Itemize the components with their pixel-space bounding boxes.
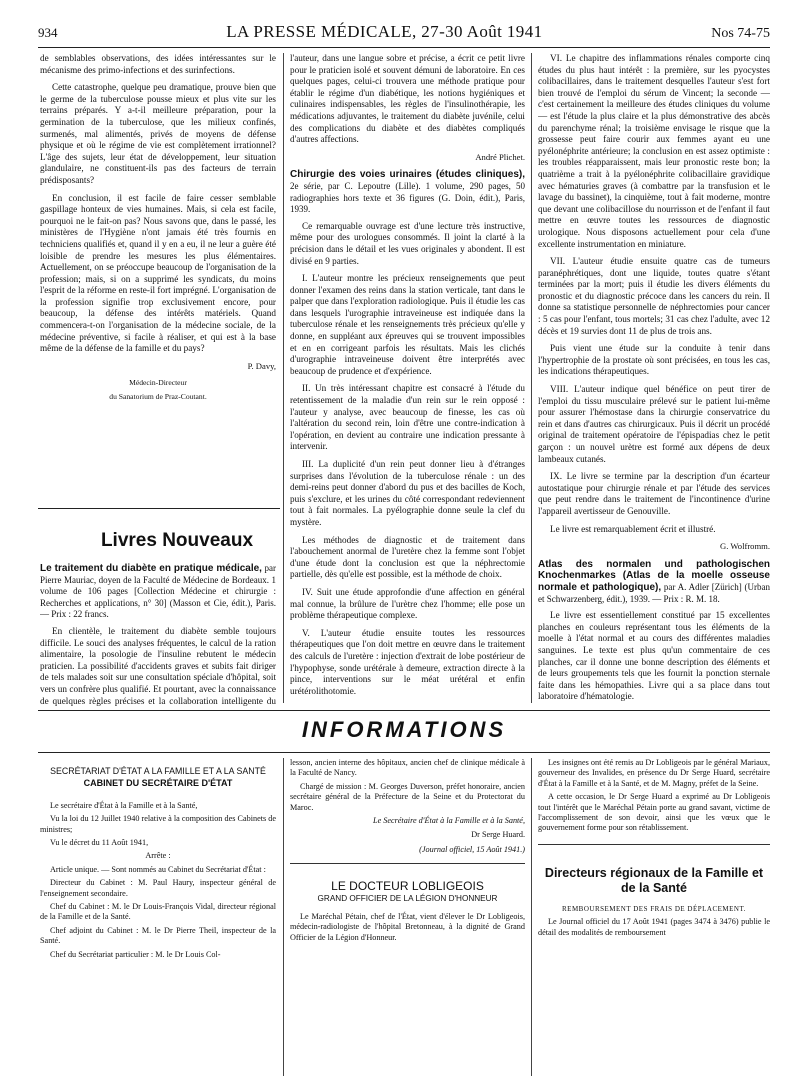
issue-number: Nos 74-75 [711, 26, 770, 41]
column-3 [538, 53, 770, 703]
paragraph: de semblables observations, des idées intéressantes sur le mécanisme des primo-infections et des surinfections. [40, 53, 276, 75]
paragraph: VI. Le chapitre des inflammations rénales comporte cinq études du plus haut intérêt : la première, sur les pyocystes colibacillaires, dans le traitement desquelles l'auteur s'est fort bien trouvé de l'emploi du sérum de Vincent; la seconde — c'est certainement la meilleure des études cliniques du volume — est l'étude la plus claire et la plus démonstrative des abcès du parenchyme rénal; la troisième envisage le risque que la grossesse peut faire courir aux femmes ayant eu une pyélonéphrite antérieure; la conclusion en est assez optimiste : les troubles réapparaissent, mais leur pronostic reste bon; la quatrième a trait à la pyélonéphrite colibacillaire gravidique avec hématuries graves (à combattre par la transfusion et le lavage du bassinet), la cinquième, tout à fait moderne, montre que devant une colibacillose du nourrisson et de l'enfant il faut mettre en œuvre toutes les ressources de diagnostic urologique. Nous disposons actuellement pour cela d'une excellente instrumentation en miniature. [538, 53, 770, 249]
paragraph: Le livre est remarquablement écrit et illustré. [550, 523, 716, 534]
paragraph: A cette occasion, le Dr Serge Huard a exprimé au Dr Lobligeois tout l'intérêt que le Maréchal Pétain porte au grand savant, victime de l'accomplissement de son devoir, ainsi que les vœux que le gouvernement forme pour son rétablissement. [538, 792, 770, 833]
section-rule [38, 752, 770, 753]
column-1-article [40, 53, 276, 513]
paragraph: II. Un très intéressant chapitre est consacré à l'étude du retentissement de la maladie d'un rein sur le rein opposé : l'auteur y analyse, avec beaucoup de finesse, les cas où l'altération du second rein, loin d'être une contre-indication à l'opération, en devient au contraire une indication pressante à intervenir. [290, 383, 525, 452]
book-entry [290, 169, 525, 215]
book-title: Le traitement du diabète en pratique médicale, [40, 563, 262, 574]
section-rule [38, 508, 280, 509]
info-heading: LE DOCTEUR LOBLIGEOIS [331, 879, 484, 894]
column-divider [531, 758, 532, 1076]
paragraph: Chef adjoint du Cabinet : M. le Dr Pierre Theil, inspecteur de la Santé. [40, 925, 276, 946]
paragraph: En clientèle, le traitement du diabète semble toujours difficile. Le souci des analyses fréquentes, le calcul de la ration alimentaire, la posologie de l'insuline rebutent le médecin praticien. La possibilité d'accidents graves et subits fait diriger de tels malades soit sur une consultation spéciale d'hôpital, soit vers un confrère plus qualifié. Et pourtant, avec la connaissance de quelques règles précises et la collaboration intelligente du [40, 625, 276, 706]
signature-name: Dr Serge Huard. [471, 830, 525, 840]
author-signature: P. Davy, [247, 360, 276, 371]
paragraph: Vu le décret du 11 Août 1941, [50, 838, 149, 848]
author-institution: du Sanatorium de Praz-Coutant. [109, 391, 207, 401]
paragraph: Le secrétaire d'État à la Famille et à la Santé, [50, 800, 198, 810]
paragraph: III. La duplicité d'un rein peut donner lieu à d'étranges surprises dans l'évolution de la tuberculose rénale : un des demi-reins peut donner d'abord du pus et des bacilles de Koch, puis s'exclure, et les urines du côté correspondant redeviennent tout à fait normales. La pyélographie donne seule la clef du mystère. [290, 459, 525, 527]
informations-column-2 [290, 758, 525, 1078]
info-subheading: GRAND OFFICIER DE LA LÉGION D'HONNEUR [317, 893, 498, 903]
divider-line [538, 844, 770, 852]
book-title: Chirurgie des voies urinaires (études cliniques), [290, 169, 525, 181]
info-subheading: REMBOURSEMENT DES FRAIS DE DÉPLACEMENT. [562, 904, 746, 913]
page-header [38, 22, 770, 44]
info-heading: SECRÉTARIAT D'ÉTAT A LA FAMILLE ET A LA SANTÉ [50, 766, 266, 776]
column-1-reviews [40, 557, 276, 707]
author-title: Médecin-Directeur [129, 378, 187, 388]
paragraph: Chargé de mission : M. Georges Duverson, préfet honoraire, ancien secrétaire général de la Préfecture de la Seine et du Protectorat du Maroc. [290, 781, 525, 812]
paragraph: Article unique. — Sont nommés au Cabinet du Secrétariat d'État : [50, 864, 266, 874]
paragraph: l'auteur, dans une langue sobre et précise, a écrit ce petit livre pour le praticien isolé et souvent démuni de laboratoire. En ces quelques pages, celui-ci trouvera une méthode pratique pour établir le régime d'un diabétique, les notions hygiéniques et culinaires indispensables, les règles de l'insulinothérapie, les médications adjuvantes, le traitement du diabète juvénile, celui des complications du diabète et des diabètes compliqués d'autres affections. [290, 53, 525, 145]
paragraph: Les insignes ont été remis au Dr Lobligeois par le général Mariaux, gouverneur des Invalides, en présence du Dr Serge Huard, secrétaire d'État à la Famille et à la Santé, et de M. Magny, préfet de la Seine. [538, 758, 770, 788]
paragraph: En conclusion, il est facile de faire cesser semblable gaspillage honteux de vies humaines. Mais, si cela est facile, pourquoi ne le fait-on pas? Nous savons que, dans le passé, les ministères de l'Hygiène n'ont jamais été très fournis en techniciens qualifiés et, quand il y en a eu, il ne leur a guère été loisible de prendre les mesures les plus élémentaires. Actuellement, on se préoccupe beaucoup de l'organisation de la profession; mais, si on a supprimé les syndicats, du moins l'esprit de la réforme en reste-il fort imprégné. L'organisation de la profession signifie trop exclusivement encore, pour beaucoup, la défense des intérêts matériels. Quand commencera-t-on l'organisation de la médecine sociale, de la médecine préventive, si facile à réaliser, et qui est à la base même de la défense de la famille et du pays? [40, 192, 276, 354]
paragraph: Chef du Cabinet : M. le Dr Louis-François Vidal, directeur régional de la Famille et de la Santé. [40, 902, 276, 922]
book-meta: 2e série, par C. Lepoutre (Lille). 1 volume, 290 pages, 50 radiographies hors texte et 36 figures (G. Doin, édit.), Paris, 1939. [290, 180, 525, 215]
informations-column-1 [40, 758, 276, 1078]
paragraph: lesson, ancien interne des hôpitaux, ancien chef de clinique médicale à la Faculté de Nancy. [290, 758, 525, 778]
paragraph: Directeur du Cabinet : M. Paul Haury, inspecteur général de l'enseignement secondaire. [40, 878, 276, 898]
divider-line [290, 863, 525, 871]
paragraph: IX. Le livre se termine par la description d'un écarteur autostatique pour chirurgie rénale et par l'étude des services que peut rendre dans le traitement de l'incontinence d'urine l'appareil avertisseur de Genouville. [538, 471, 770, 516]
book-title: Atlas des normalen und pathologischen Knochenmarkes (Atlas de la moelle osseuse normale et pathologique), [538, 558, 770, 593]
paragraph: Le livre est essentiellement constitué par 15 excellentes planches en couleurs représentant tous les éléments de la moelle à l'état normal et au cours des différentes maladies sanguines. Le texte est plus qu'un commentaire de ces planches, car il donne une bonne description des éléments et de leurs groupements tels que les fournit la ponction sternale faite dans les hémopathies. Livre qui a sa place dans tout laboratoire d'hématologie. [538, 610, 770, 702]
reviewer-signature: G. Wolfromm. [720, 541, 770, 552]
page-number: 934 [38, 25, 58, 40]
source-note: (Journal officiel, 15 Août 1941.) [419, 844, 525, 854]
paragraph: VIII. L'auteur indique quel bénéfice on peut tirer de l'emploi du tissu musculaire prélevé sur le patient lui-même pour assurer l'hémostase dans la chirurgie conservatrice du rein et dans d'autres cas chirurgicaux. Puis il décrit un procédé original de traitement opératoire de l'épispadias chez le petit garçon : un nouvel urètre est formé aux dépens de deux lambeaux cutanés. [538, 384, 770, 464]
paragraph: Le Maréchal Pétain, chef de l'État, vient d'élever le Dr Lobligeois, médecin-radiologiste de l'hôpital Bretonneau, à la dignité de Grand Officier de la Légion d'Honneur. [290, 912, 525, 942]
column-2 [290, 53, 525, 703]
column-divider [283, 758, 284, 1076]
paragraph: V. L'auteur étudie ensuite toutes les ressources thérapeutiques que l'on doit mettre en œuvre dans le traitement des calculs de l'uretère : injection d'extrait de lobe postérieur de l'hypophyse, sonde urétérale à demeure, extraction directe à la pince, interventions sur le méat urétéral et enfin urétérolithotomie. [290, 627, 525, 696]
book-entry [40, 563, 276, 621]
paragraph: I. L'auteur montre les précieux renseignements que peut donner l'examen des reins dans la station verticale, tant dans le palper que dans l'exploration radiologique. Puis il étudie les cas dans lesquels l'urographie intraveineuse est indiquée dans la tuberculose rénale et les renseignements très précieux qu'elle y donne, en suppléant aux épreuves qui se trouvent impossibles et en en corrigeant parfois les résultats. Mais les clichés d'urographie intraveineuse doivent être interprétés avec beaucoup de prudence et d'expérience. [290, 273, 525, 376]
informations-heading: INFORMATIONS [301, 717, 507, 742]
paragraph: IV. Suit une étude approfondie d'une affection en général mal connue, la brûlure de l'urètre chez l'homme; elle pose un problème thérapeutique complexe. [290, 586, 525, 621]
paragraph: Puis vient une étude sur la conduite à tenir dans l'hypertrophie de la prostate où sont précisées, en tous les cas, les indications thérapeutiques. [538, 343, 770, 377]
book-meta: par Pierre Mauriac, doyen de la Faculté de Médecine de Bordeaux. 1 volume de 106 pages [Collection Médecine et chirurgie : Recherches et applications, n° 30] (Masson et Cie, édit.), Paris. — Prix : 22 francs. [40, 563, 276, 620]
info-heading: Directeurs régionaux de la Famille et de la Santé [544, 865, 764, 895]
livres-nouveaux-heading: Livres Nouveaux [100, 530, 254, 551]
paragraph: Arrête : [145, 851, 171, 861]
paragraph: Les méthodes de diagnostic et de traitement dans l'abouchement anormal de l'uretère chez la femme sont l'objet d'une étude dont la conclusion est que la néphrectomie partielle, dès qu'elle est possible, est la méthode de choix. [290, 534, 525, 580]
journal-title: LA PRESSE MÉDICALE, 27-30 Août 1941 [226, 22, 543, 41]
book-entry [538, 559, 770, 605]
column-divider [531, 53, 532, 703]
book-meta: par A. Adler [Zürich] (Urban et Schwarzenberg, édit.), 1939. — Prix : R. M. 18. [538, 581, 770, 604]
paragraph: VII. L'auteur étudie ensuite quatre cas de tumeurs paranéphrétiques, dont une liquide, toutes quatre s'étant terminées par la mort; puis il étudie les divers éléments du pronostic et du diagnostic précoce dans les cancers du rein. Il donne sa statistique personnelle de néphrectomies pour cancer : 5 cas pour l'enfant, tous mortels; 31 cas chez l'adulte, avec 12 décès et 19 survies dont 11 de plus de trois ans. [538, 256, 770, 336]
signature-title: Le Secrétaire d'État à la Famille et à la Santé, [373, 816, 525, 826]
section-rule [38, 710, 770, 711]
header-rule [38, 47, 770, 48]
paragraph: Ce remarquable ouvrage est d'une lecture très instructive, même pour des urologues consommés. Il joint la clarté à la précision dans le détail et les vues originales y abondent. Il est divisé en 9 parties. [290, 220, 525, 266]
paragraph: Le Journal officiel du 17 Août 1941 (pages 3474 à 3476) publie le détail des modalités de remboursement [538, 917, 770, 937]
paragraph: Chef du Secrétariat particulier : M. le Dr Louis Col- [50, 949, 221, 959]
info-subheading: CABINET DU SECRÉTAIRE D'ÉTAT [83, 778, 233, 789]
informations-column-3 [538, 758, 770, 1078]
reviewer-signature: André Plichet. [475, 151, 525, 162]
paragraph: Vu la loi du 12 Juillet 1940 relative à la composition des Cabinets de ministres; [40, 814, 276, 834]
column-divider [283, 53, 284, 703]
paragraph: Cette catastrophe, quelque peu dramatique, prouve bien que le germe de la tuberculose pousse mieux et plus vite sur les terrains préparés. Y a-t-il meilleure préparation, pour la germination de la tuberculose, que les milieux confinés, surmenés, mal alimentés, privés de moyens de défense physique et où le régime de vie est complètement irrationnel? L'âge des sujets, leur état de développement, leur situation glandulaire, ne constituent-ils pas des facteurs de terrain prédisposants? [40, 82, 276, 185]
